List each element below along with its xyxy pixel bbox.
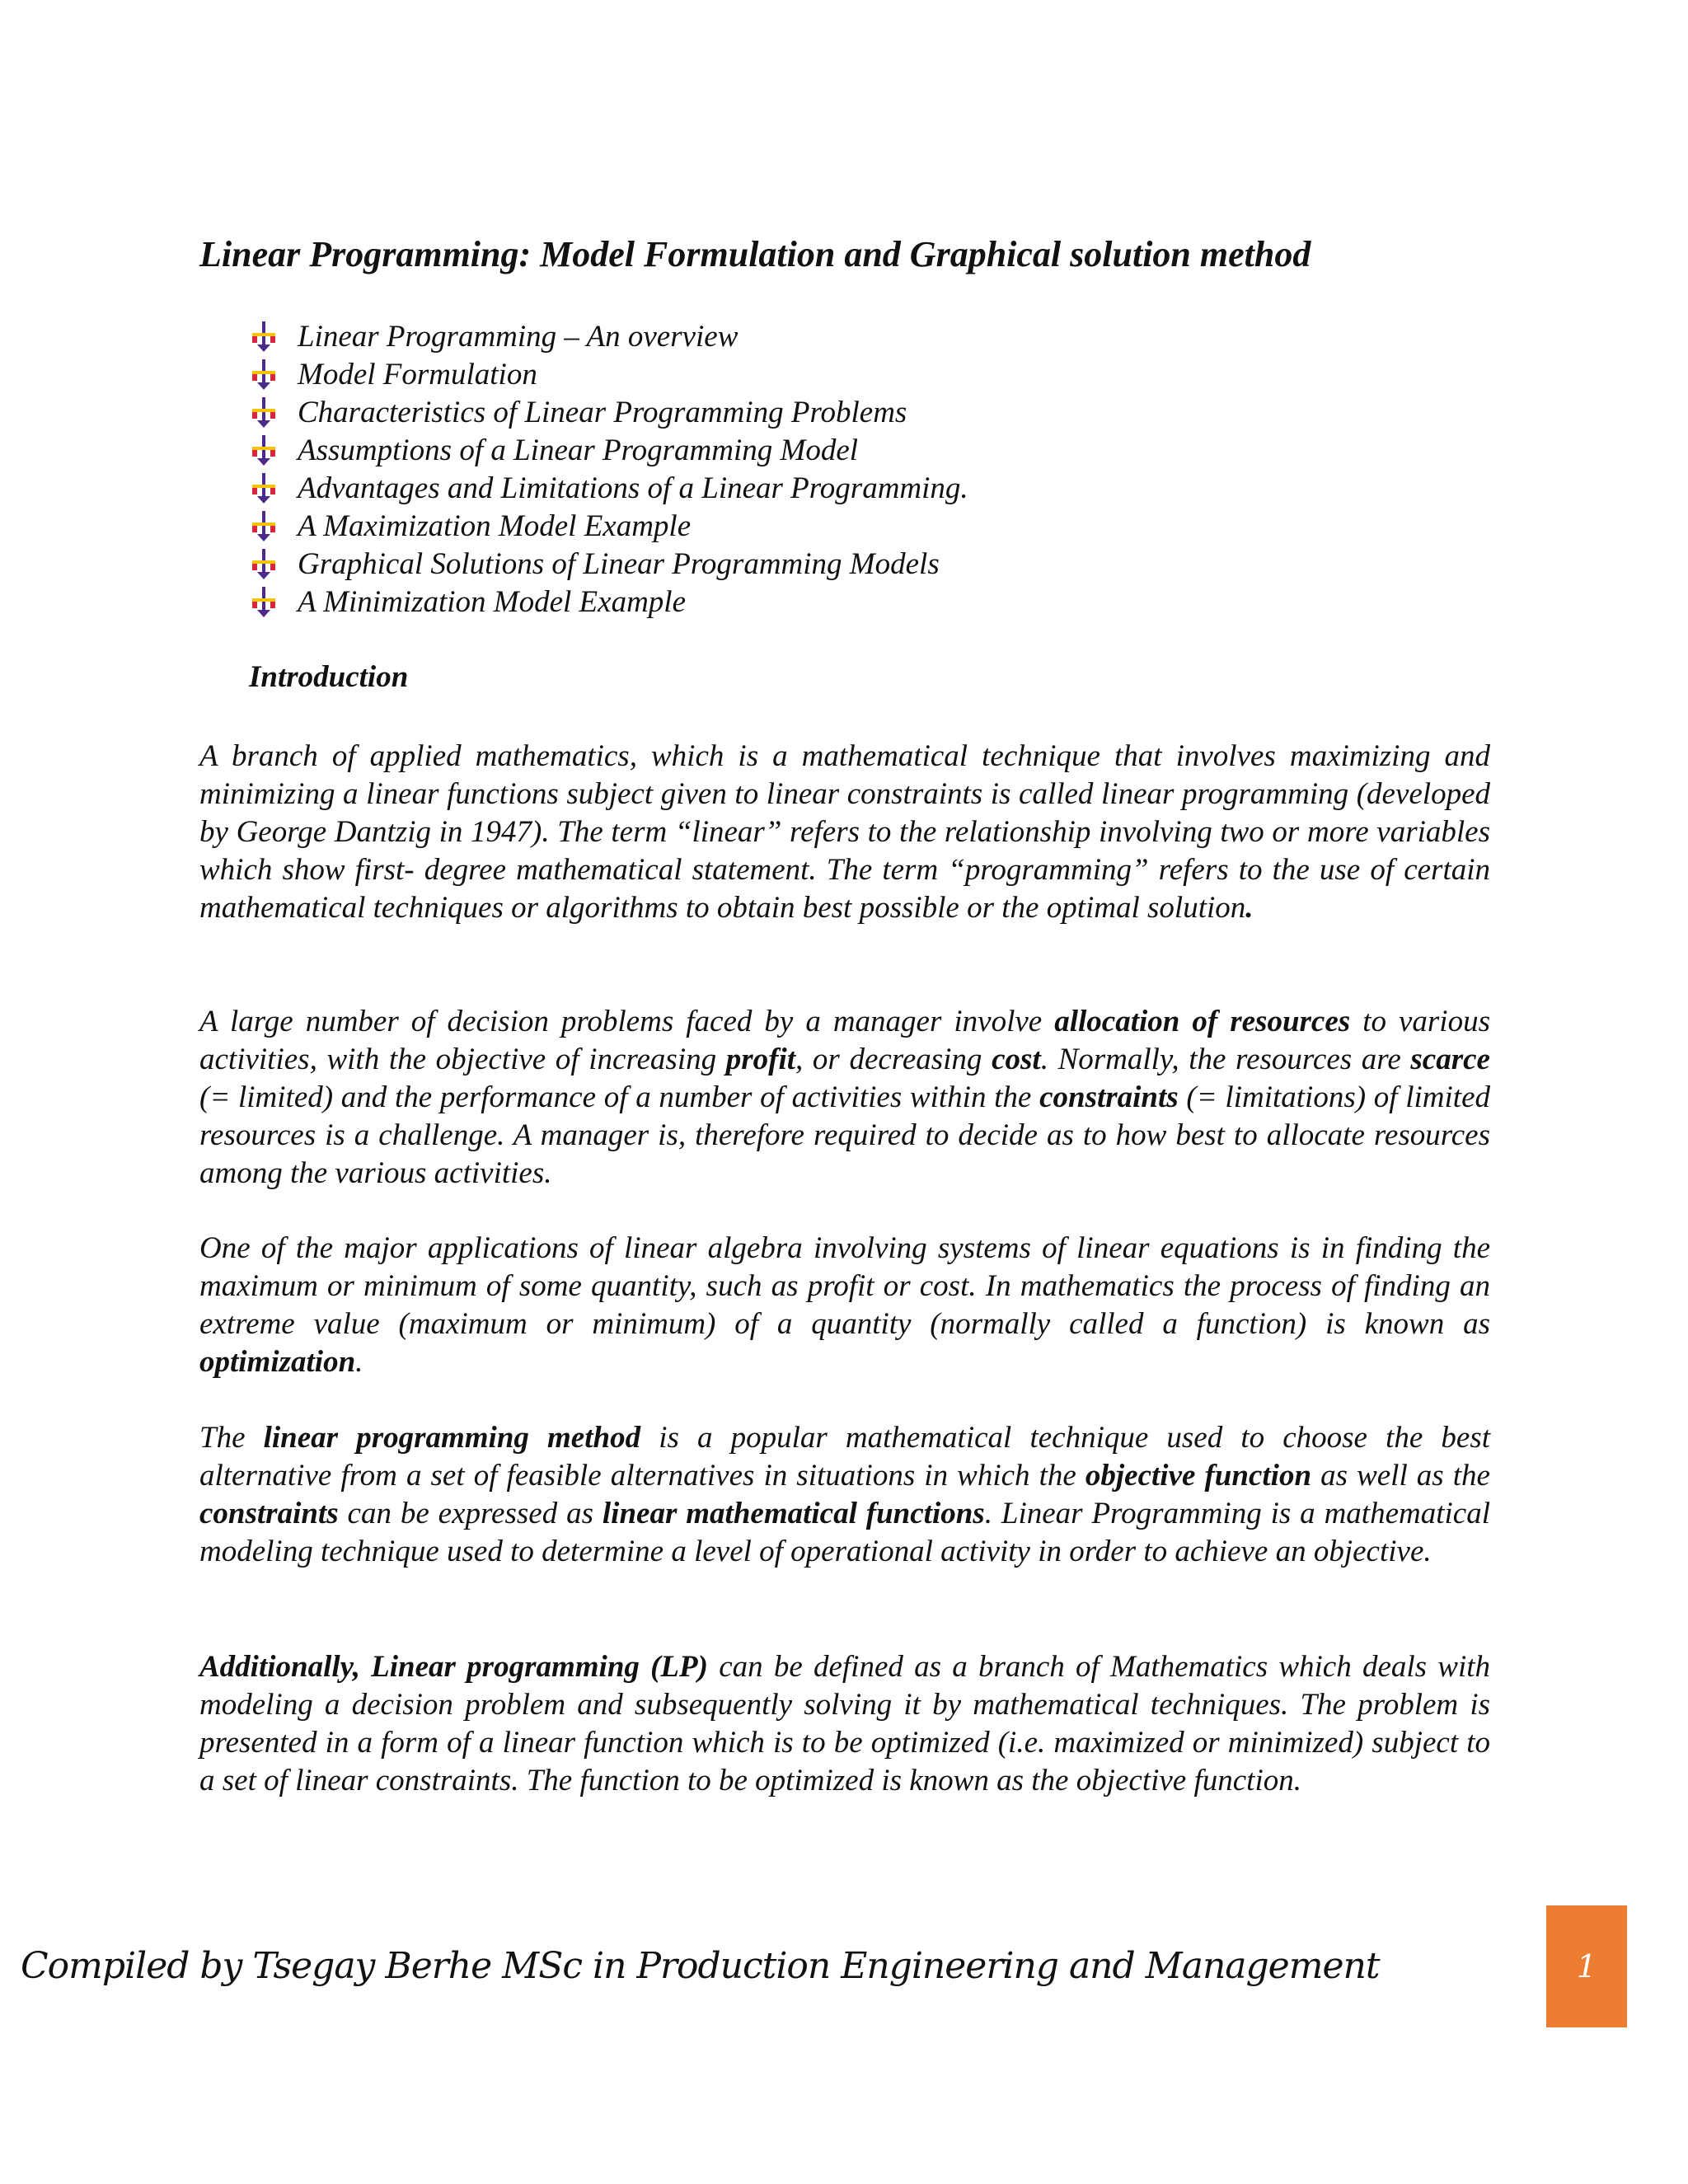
bold-run: scarce (1410, 1043, 1490, 1076)
list-item-label: Linear Programming – An overview (298, 319, 738, 354)
arrow-bullet-icon (247, 471, 280, 504)
arrow-bullet-icon (247, 509, 280, 542)
bold-run: profit (725, 1043, 796, 1076)
bold-run: constraints (199, 1497, 339, 1530)
list-item (247, 583, 1484, 621)
list-item-label: A Minimization Model Example (298, 584, 686, 619)
arrow-bullet-icon (247, 358, 280, 391)
text-run: , or decreasing (795, 1043, 992, 1076)
list-item (247, 317, 1484, 355)
text-run: A branch of applied mathematics, which is a mathematical technique that involves maximizing and minimizing a linear functions subject given to linear constraints is called linear programming (developed by George Dantzig in 1947). The term “linear” refers to the relationship involving two or more variables which show first- degree mathematical statement. The term “programming” refers to the use of certain mathematical techniques or algorithms to obtain best possible or the optimal solution (199, 739, 1490, 925)
text-run: can be defined as a branch of Mathematics which deals with modeling a decision problem and subsequently solving it by mathematical techniques. The problem is presented in a form of a linear function which is to be optimized (i.e. maximized or minimized) subject to a set of linear constraints. The function to be optimized is known as the objective function. (199, 1650, 1491, 1797)
bold-run: linear programming method (263, 1421, 641, 1455)
text-run: The (199, 1421, 264, 1455)
list-item-label: Model Formulation (298, 357, 537, 391)
list-item-label: Advantages and Limitations of a Linear Programming. (298, 471, 968, 505)
text-run: (= limitations) of limited resources is a challenge. A manager is, therefore required to decide as to how best to allocate resources among the various activities. (199, 1080, 1491, 1190)
text-run: . Linear Programming is a mathematical modeling technique used to determine a level of operational activity in order to achieve an objective. (199, 1497, 1490, 1568)
list-item (247, 393, 1484, 431)
footer-compiled-by: Compiled by Tsegay Berhe MSc in Production Engineering and Management (21, 1945, 1380, 1987)
list-item-label: A Maximization Model Example (298, 509, 692, 543)
arrow-bullet-icon (247, 434, 280, 466)
arrow-bullet-icon (247, 396, 280, 429)
list-item (247, 431, 1484, 469)
list-item (247, 355, 1484, 393)
list-item (247, 469, 1484, 507)
paragraph-lp-method (199, 1419, 1490, 1571)
bold-run: Additionally, Linear programming (LP) (199, 1650, 708, 1684)
list-item (247, 507, 1484, 545)
page-title: Linear Programming: Model Formulation and Graphical solution method (199, 234, 1311, 274)
arrow-bullet-icon (247, 585, 280, 618)
topic-list (247, 317, 1484, 621)
text-run: can be expressed as (338, 1497, 603, 1530)
text-run: is a popular mathematical technique used to choose the best alternative from a set of feasible alternatives in situations in which the (199, 1421, 1490, 1493)
page-number-badge: 1 (1546, 1905, 1627, 2027)
list-item-label: Characteristics of Linear Programming Problems (298, 395, 907, 429)
arrow-bullet-icon (247, 320, 280, 353)
paragraph-resource-allocation (199, 1003, 1490, 1193)
text-run: as well as the (1311, 1459, 1490, 1493)
paragraph-intro-definition (199, 738, 1490, 927)
paragraph-lp-definition (199, 1648, 1490, 1800)
bold-run: . (1245, 891, 1254, 925)
text-run: . (355, 1345, 363, 1379)
text-run: . Normally, the resources are (1040, 1043, 1411, 1076)
bold-run: allocation of resources (1054, 1005, 1351, 1038)
text-run: (= limited) and the performance of a number of activities within the (199, 1080, 1040, 1114)
text-run: to various activities, with the objective of increasing (199, 1005, 1490, 1076)
bold-run: optimization (199, 1345, 356, 1379)
bold-run: objective function (1085, 1459, 1312, 1493)
bold-run: linear mathematical functions (602, 1497, 985, 1530)
list-item-label: Assumptions of a Linear Programming Model (298, 433, 859, 467)
list-item-label: Graphical Solutions of Linear Programming Models (298, 546, 940, 581)
text-run: One of the major applications of linear algebra involving systems of linear equations is in finding the maximum or minimum of some quantity, such as profit or cost. In mathematics the process of finding an extreme value (maximum or minimum) of a quantity (normally called a function) is known as (199, 1231, 1490, 1341)
section-heading: Introduction (249, 660, 409, 694)
bold-run: constraints (1039, 1080, 1179, 1114)
arrow-bullet-icon (247, 547, 280, 580)
text-run: A large number of decision problems faced by a manager involve (199, 1005, 1055, 1038)
bold-run: cost (992, 1043, 1041, 1076)
paragraph-optimization (199, 1230, 1490, 1381)
list-item (247, 545, 1484, 583)
